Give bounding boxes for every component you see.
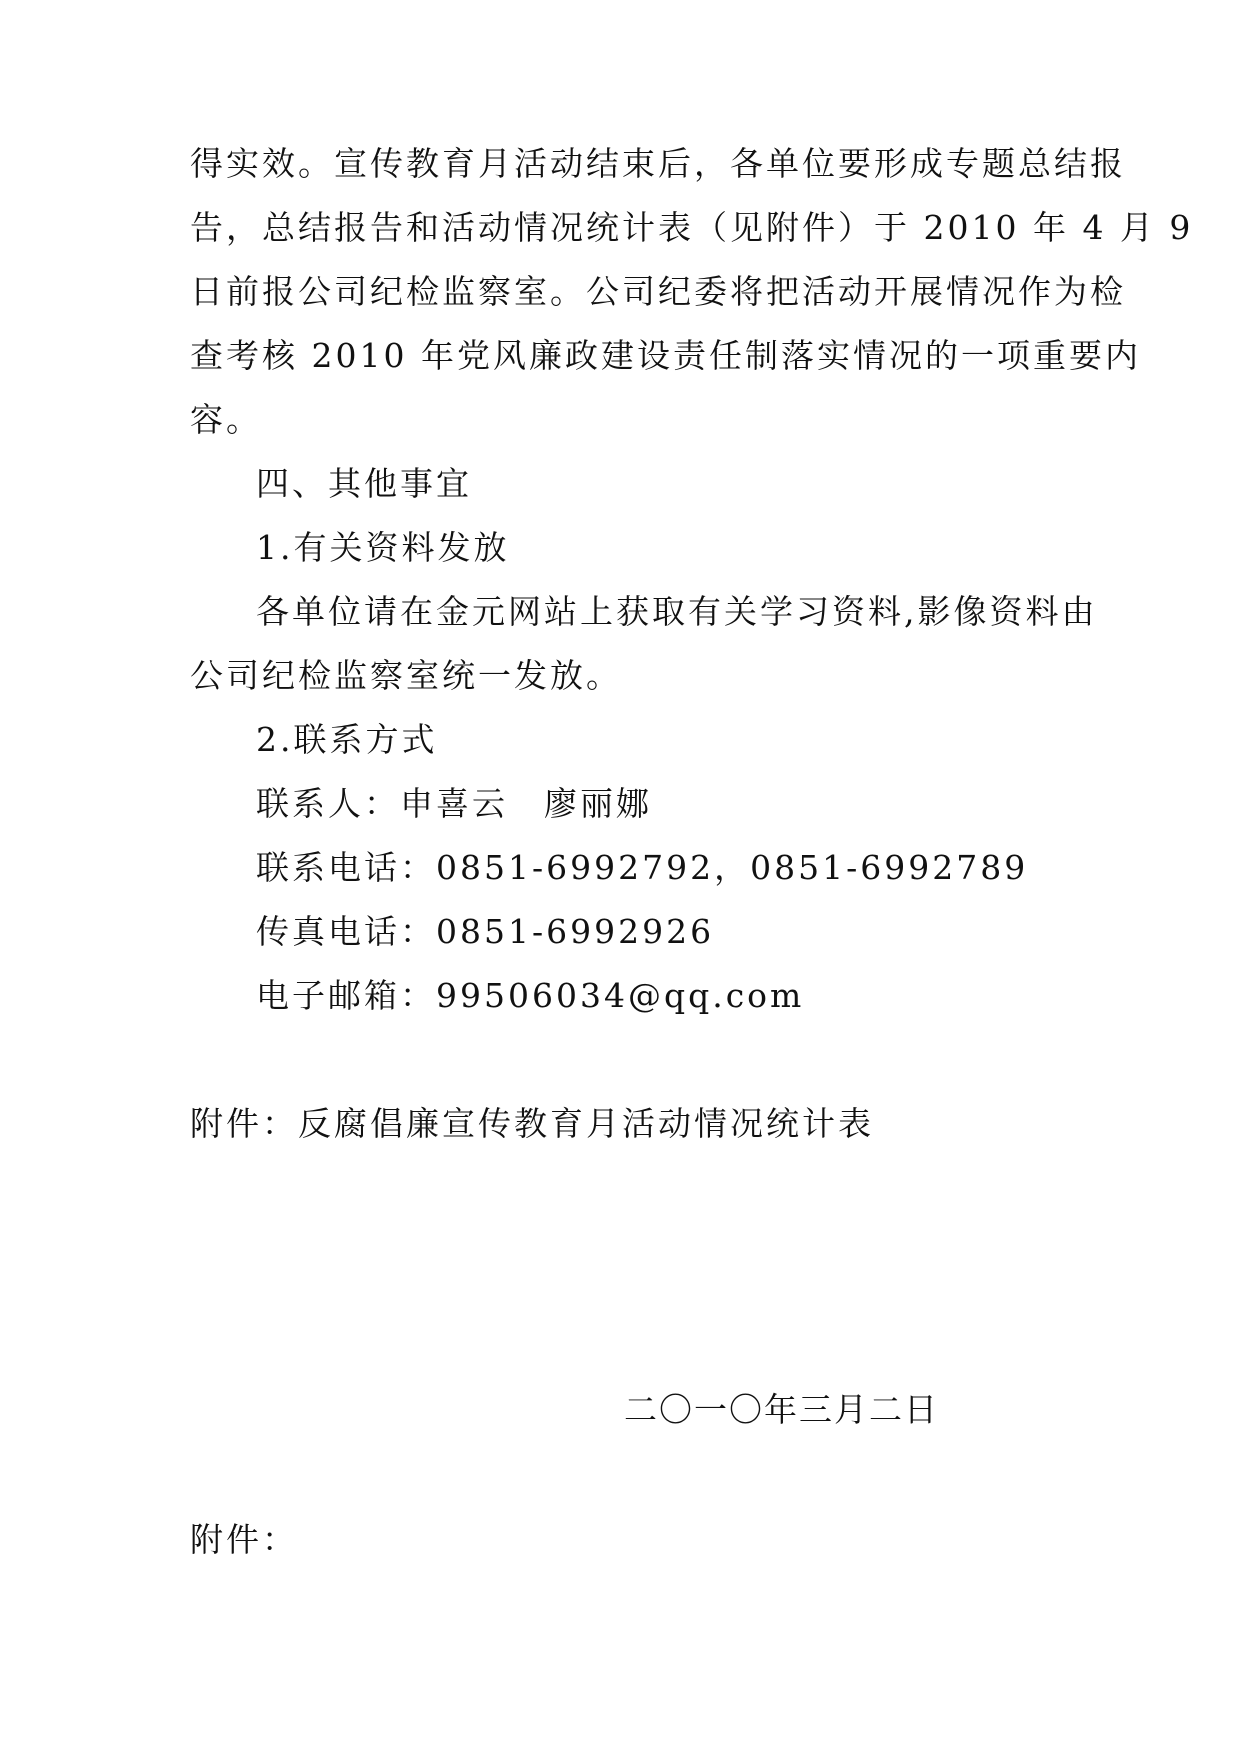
body-line: 各单位请在金元网站上获取有关学习资料,影像资料由 (256, 592, 1098, 631)
item-title: 2.联系方式 (256, 720, 438, 759)
contact-phone: 联系电话：0851-6992792，0851-6992789 (256, 848, 1029, 887)
contact-person: 联系人：申喜云 廖丽娜 (256, 784, 652, 823)
body-line: 日前报公司纪检监察室。公司纪委将把活动开展情况作为检 (190, 272, 1126, 311)
body-line: 告，总结报告和活动情况统计表（见附件）于 2010 年 4 月 9 (190, 208, 1194, 247)
body-line: 查考核 2010 年党风廉政建设责任制落实情况的一项重要内 (190, 336, 1141, 375)
body-line: 得实效。宣传教育月活动结束后，各单位要形成专题总结报 (190, 144, 1126, 183)
body-line: 容。 (190, 400, 262, 439)
contact-fax: 传真电话：0851-6992926 (256, 912, 715, 951)
body-line: 公司纪检监察室统一发放。 (190, 656, 622, 695)
attachment-label: 附件： (190, 1520, 298, 1559)
contact-email: 电子邮箱：99506034@qq.com (256, 976, 805, 1015)
section-heading: 四、其他事宜 (256, 464, 472, 503)
document-date: 二〇一〇年三月二日 (624, 1390, 939, 1429)
attachment-note: 附件：反腐倡廉宣传教育月活动情况统计表 (190, 1104, 874, 1143)
item-title: 1.有关资料发放 (256, 528, 510, 567)
